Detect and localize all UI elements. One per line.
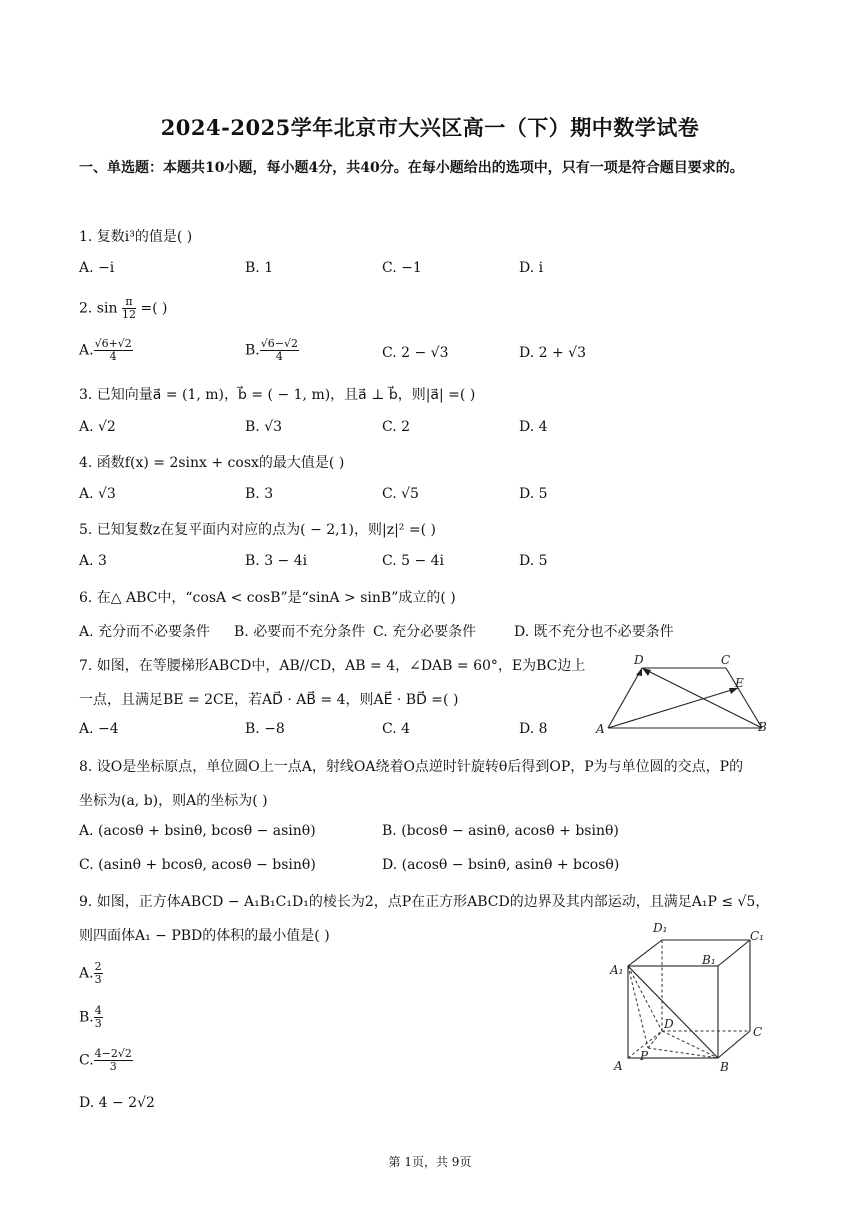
q5-option-a: A. 3 (79, 553, 107, 569)
arrow-bd (642, 668, 651, 676)
q9-option-a-den: 3 (94, 973, 102, 986)
page-footer: 第 1页，共 9页 (388, 1155, 472, 1169)
question-6-stem: 6. 在△ ABC中，“cosA < cosB”是“sinA > sinB”成立的( ) (79, 590, 456, 606)
q2-frac-num: π (122, 296, 136, 309)
q7-option-b: B. −8 (245, 721, 285, 737)
q5-option-c: C. 5 − 4i (382, 553, 445, 569)
q8-option-b: B. (bcosθ − asinθ, acosθ + bsinθ) (382, 823, 619, 839)
q6-option-a: A. 充分而不必要条件 (79, 624, 211, 640)
question-4-stem: 4. 函数f(x) = 2sinx + cosx的最大值是( ) (79, 455, 345, 471)
question-7-stem-line2: 一点，且满足BE = 2CE，若AD⃗ · AB⃗ = 4，则AE⃗ · BD⃗ =( ) (79, 692, 459, 708)
q8-option-d: D. (acosθ − bsinθ, asinθ + bcosθ) (382, 857, 620, 873)
label-e: E (735, 676, 744, 690)
q2-fraction (122, 296, 136, 321)
q9-option-b-num: 4 (94, 1004, 102, 1017)
q9-option-b-label: B. (79, 1009, 94, 1026)
question-5-stem: 5. 已知复数z在复平面内对应的点为( − 2,1)，则|z|² =( ) (79, 522, 436, 538)
q2-frac-den: 12 (121, 308, 136, 321)
q8-option-a: A. (acosθ + bsinθ, bcosθ − asinθ) (79, 823, 316, 839)
label-a: A (614, 1059, 623, 1073)
q2-option-b-label: B. (245, 342, 260, 359)
label-a1: A₁ (610, 963, 624, 977)
q1-option-c: C. −1 (382, 260, 422, 276)
q3-option-b: B. √3 (245, 419, 283, 435)
q6-option-d: D. 既不充分也不必要条件 (514, 624, 674, 640)
q8-option-c: C. (asinθ + bcosθ, acosθ − bsinθ) (79, 857, 316, 873)
q2-stem-prefix: 2. sin (79, 300, 118, 317)
q5-option-d: D. 5 (519, 553, 548, 569)
cube-figure (600, 918, 780, 1078)
q3-option-d: D. 4 (519, 419, 548, 435)
question-7-stem-line1: 7. 如图，在等腰梯形ABCD中，AB//CD，AB = 4，∠DAB = 60°，E为BC边上 (79, 658, 586, 674)
q4-option-c: C. √5 (382, 486, 419, 502)
label-d: D (634, 653, 644, 667)
q6-option-b: B. 必要而不充分条件 (234, 624, 366, 640)
q7-option-c: C. 4 (382, 721, 411, 737)
q2-option-a-den: 4 (109, 350, 117, 363)
q1-option-b: B. 1 (245, 260, 274, 276)
q2-stem-suffix: =( ) (140, 300, 168, 317)
label-c1: C₁ (750, 929, 764, 943)
label-c: C (721, 653, 731, 667)
q5-option-b: B. 3 − 4i (245, 553, 308, 569)
q2-option-b-den: 4 (275, 350, 283, 363)
segment-db-hidden (662, 1031, 718, 1058)
q9-option-c-label: C. (79, 1052, 94, 1069)
q4-option-a: A. √3 (79, 486, 116, 502)
q2-option-a-label: A. (79, 342, 94, 359)
section-heading: 一、单选题：本题共10小题，每小题4分，共40分。在每小题给出的选项中，只有一项是符合题目要求的。 (79, 160, 744, 176)
q2-option-d: D. 2 + √3 (519, 345, 586, 361)
q7-option-d: D. 8 (519, 721, 548, 737)
q9-option-a-num: 2 (94, 960, 102, 973)
q9-option-d: D. 4 − 2√2 (79, 1095, 155, 1111)
q3-option-c: C. 2 (382, 419, 411, 435)
edge-b1c1 (718, 940, 750, 966)
q6-option-c: C. 充分必要条件 (373, 624, 477, 640)
question-2-stem (79, 296, 168, 321)
question-3-stem: 3. 已知向量a⃗ = (1, m)，b⃗ = ( − 1, m)，且a⃗ ⊥ b⃗，则|a⃗| =( ) (79, 387, 476, 403)
q1-option-d: D. i (519, 260, 544, 276)
q9-option-b (79, 1005, 103, 1030)
arrow-ad (636, 668, 642, 676)
q9-option-a-label: A. (79, 965, 94, 982)
q2-option-b (245, 338, 299, 363)
q2-option-a-num: √6+√2 (94, 337, 132, 350)
trapezoid-figure (590, 648, 780, 738)
q2-option-a (79, 338, 133, 363)
label-b: B (720, 1060, 729, 1074)
segment-a1b (628, 966, 718, 1058)
q3-option-a: A. √2 (79, 419, 116, 435)
q4-option-d: D. 5 (519, 486, 548, 502)
question-8-stem-line2: 坐标为(a, b)，则A的坐标为( ) (79, 793, 268, 809)
q1-option-a: A. −i (79, 260, 115, 276)
q9-option-a (79, 961, 103, 986)
q4-option-b: B. 3 (245, 486, 274, 502)
q9-option-b-den: 3 (94, 1017, 102, 1030)
question-9-stem-line1: 9. 如图，正方体ABCD − A₁B₁C₁D₁的棱长为2，点P在正方形ABCD的边界及其内部运动，且满足A₁P ≤ √5， (79, 894, 770, 910)
label-d: D (664, 1017, 674, 1031)
segment-pd-hidden (648, 1031, 662, 1048)
edge-bc (718, 1031, 750, 1058)
question-9-stem-line2: 则四面体A₁ − PBD的体积的最小值是( ) (79, 928, 330, 944)
label-p: P (640, 1049, 649, 1063)
q9-option-c-den: 3 (109, 1060, 117, 1073)
q7-option-a: A. −4 (79, 721, 119, 737)
segment-a1p-hidden (628, 966, 648, 1048)
q9-option-c (79, 1048, 133, 1073)
page-title: 2024-2025学年北京市大兴区高一（下）期中数学试卷 (160, 115, 700, 140)
q2-option-b-num: √6−√2 (260, 337, 298, 350)
label-d1: D₁ (653, 921, 668, 935)
segment-a1d-hidden (628, 966, 662, 1031)
edge-a1d1 (628, 940, 662, 966)
label-a: A (596, 722, 605, 736)
label-c: C (753, 1025, 763, 1039)
q2-option-c: C. 2 − √3 (382, 345, 449, 361)
label-b: B (758, 720, 767, 734)
q9-option-c-num: 4−2√2 (94, 1047, 132, 1060)
label-b1: B₁ (702, 953, 716, 967)
question-8-stem-line1: 8. 设O是坐标原点，单位圆O上一点A，射线OA绕着O点逆时针旋转θ后得到OP，P为与单位圆的交点，P的 (79, 759, 744, 775)
question-1-stem: 1. 复数i³的值是( ) (79, 229, 193, 245)
